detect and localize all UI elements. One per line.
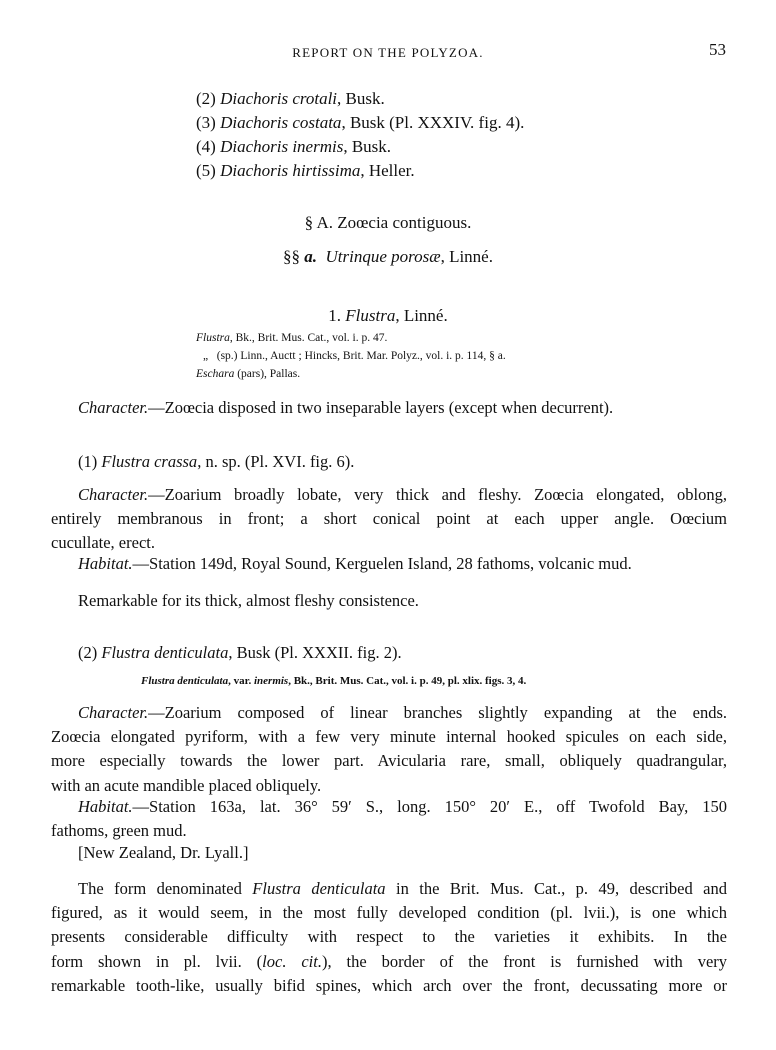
species-character: Character.—Zoarium broadly lobate, very thick and fleshy. Zoœcia elongated, oblong, entirely membranous in front; a short conical point at each upper angle. Oœcium cucullate, erect. — [51, 485, 727, 553]
synonym-reference: Flustra denticulata, var. inermis, Bk., Brit. Mus. Cat., vol. i. p. 49, pl. xlix. figs. 3, 4. — [141, 675, 527, 687]
species-locality: [New Zealand, Dr. Lyall.] — [78, 843, 249, 862]
section-heading: § A. Zoœcia contiguous. — [304, 213, 472, 232]
reference-line: „ (sp.) Linn., Auctt ; Hincks, Brit. Mar. Polyz., vol. i. p. 114, § a. — [203, 350, 506, 362]
species-character: Character.—Zoarium composed of linear branches slightly expanding at the ends. Zoœcia elongated pyriform, with a few very minute internal hooked spicules on each side, more especially towards the lower part. Avicularia rare, small, obliquely quadrangular, with an acute mandible placed obliquely. — [51, 703, 727, 795]
genus-character: Character.—Zoœcia disposed in two inseparable layers (except when decurrent). — [78, 398, 614, 417]
body-paragraph: The form denominated Flustra denticulata in the Brit. Mus. Cat., p. 49, described and figured, as it would seem, in the most fully developed condition (pl. lvii.), is one which presents considerable difficulty with respect to the varieties it exhibits. In the form shown in pl. lvii. (loc. cit.), the border of the front is furnished with very remarkable tooth-like, usually bifid spines, which arch over the front, decussating more or — [51, 879, 728, 995]
list-item: (3) Diachoris costata, Busk (Pl. XXXIV. fig. 4). — [196, 113, 525, 132]
list-item: (5) Diachoris hirtissima, Heller. — [196, 161, 415, 180]
running-header: REPORT ON THE POLYZOA. — [292, 45, 484, 60]
species-heading: (1) Flustra crassa, n. sp. (Pl. XVI. fig. 6). — [78, 452, 355, 471]
species-heading: (2) Flustra denticulata, Busk (Pl. XXXII. fig. 2). — [78, 643, 402, 662]
species-habitat: Habitat.—Station 163a, lat. 36° 59′ S., long. 150° 20′ E., off Twofold Bay, 150 fathoms, green mud. — [51, 797, 727, 841]
species-list — [196, 87, 524, 183]
list-item: (2) Diachoris crotali, Busk. — [196, 89, 385, 108]
subsection-heading: §§ a. Utrinque porosæ, Linné. — [283, 247, 493, 266]
list-item: (4) Diachoris inermis, Busk. — [196, 137, 392, 156]
reference-line: Eschara (pars), Pallas. — [196, 368, 301, 380]
genus-heading: 1. Flustra, Linné. — [328, 306, 448, 325]
page-number: 53 — [709, 40, 726, 59]
species-habitat: Habitat.—Station 149d, Royal Sound, Kerguelen Island, 28 fathoms, volcanic mud. — [78, 554, 632, 573]
species-remark: Remarkable for its thick, almost fleshy consistence. — [78, 591, 419, 610]
reference-line: Flustra, Bk., Brit. Mus. Cat., vol. i. p. 47. — [196, 332, 388, 344]
